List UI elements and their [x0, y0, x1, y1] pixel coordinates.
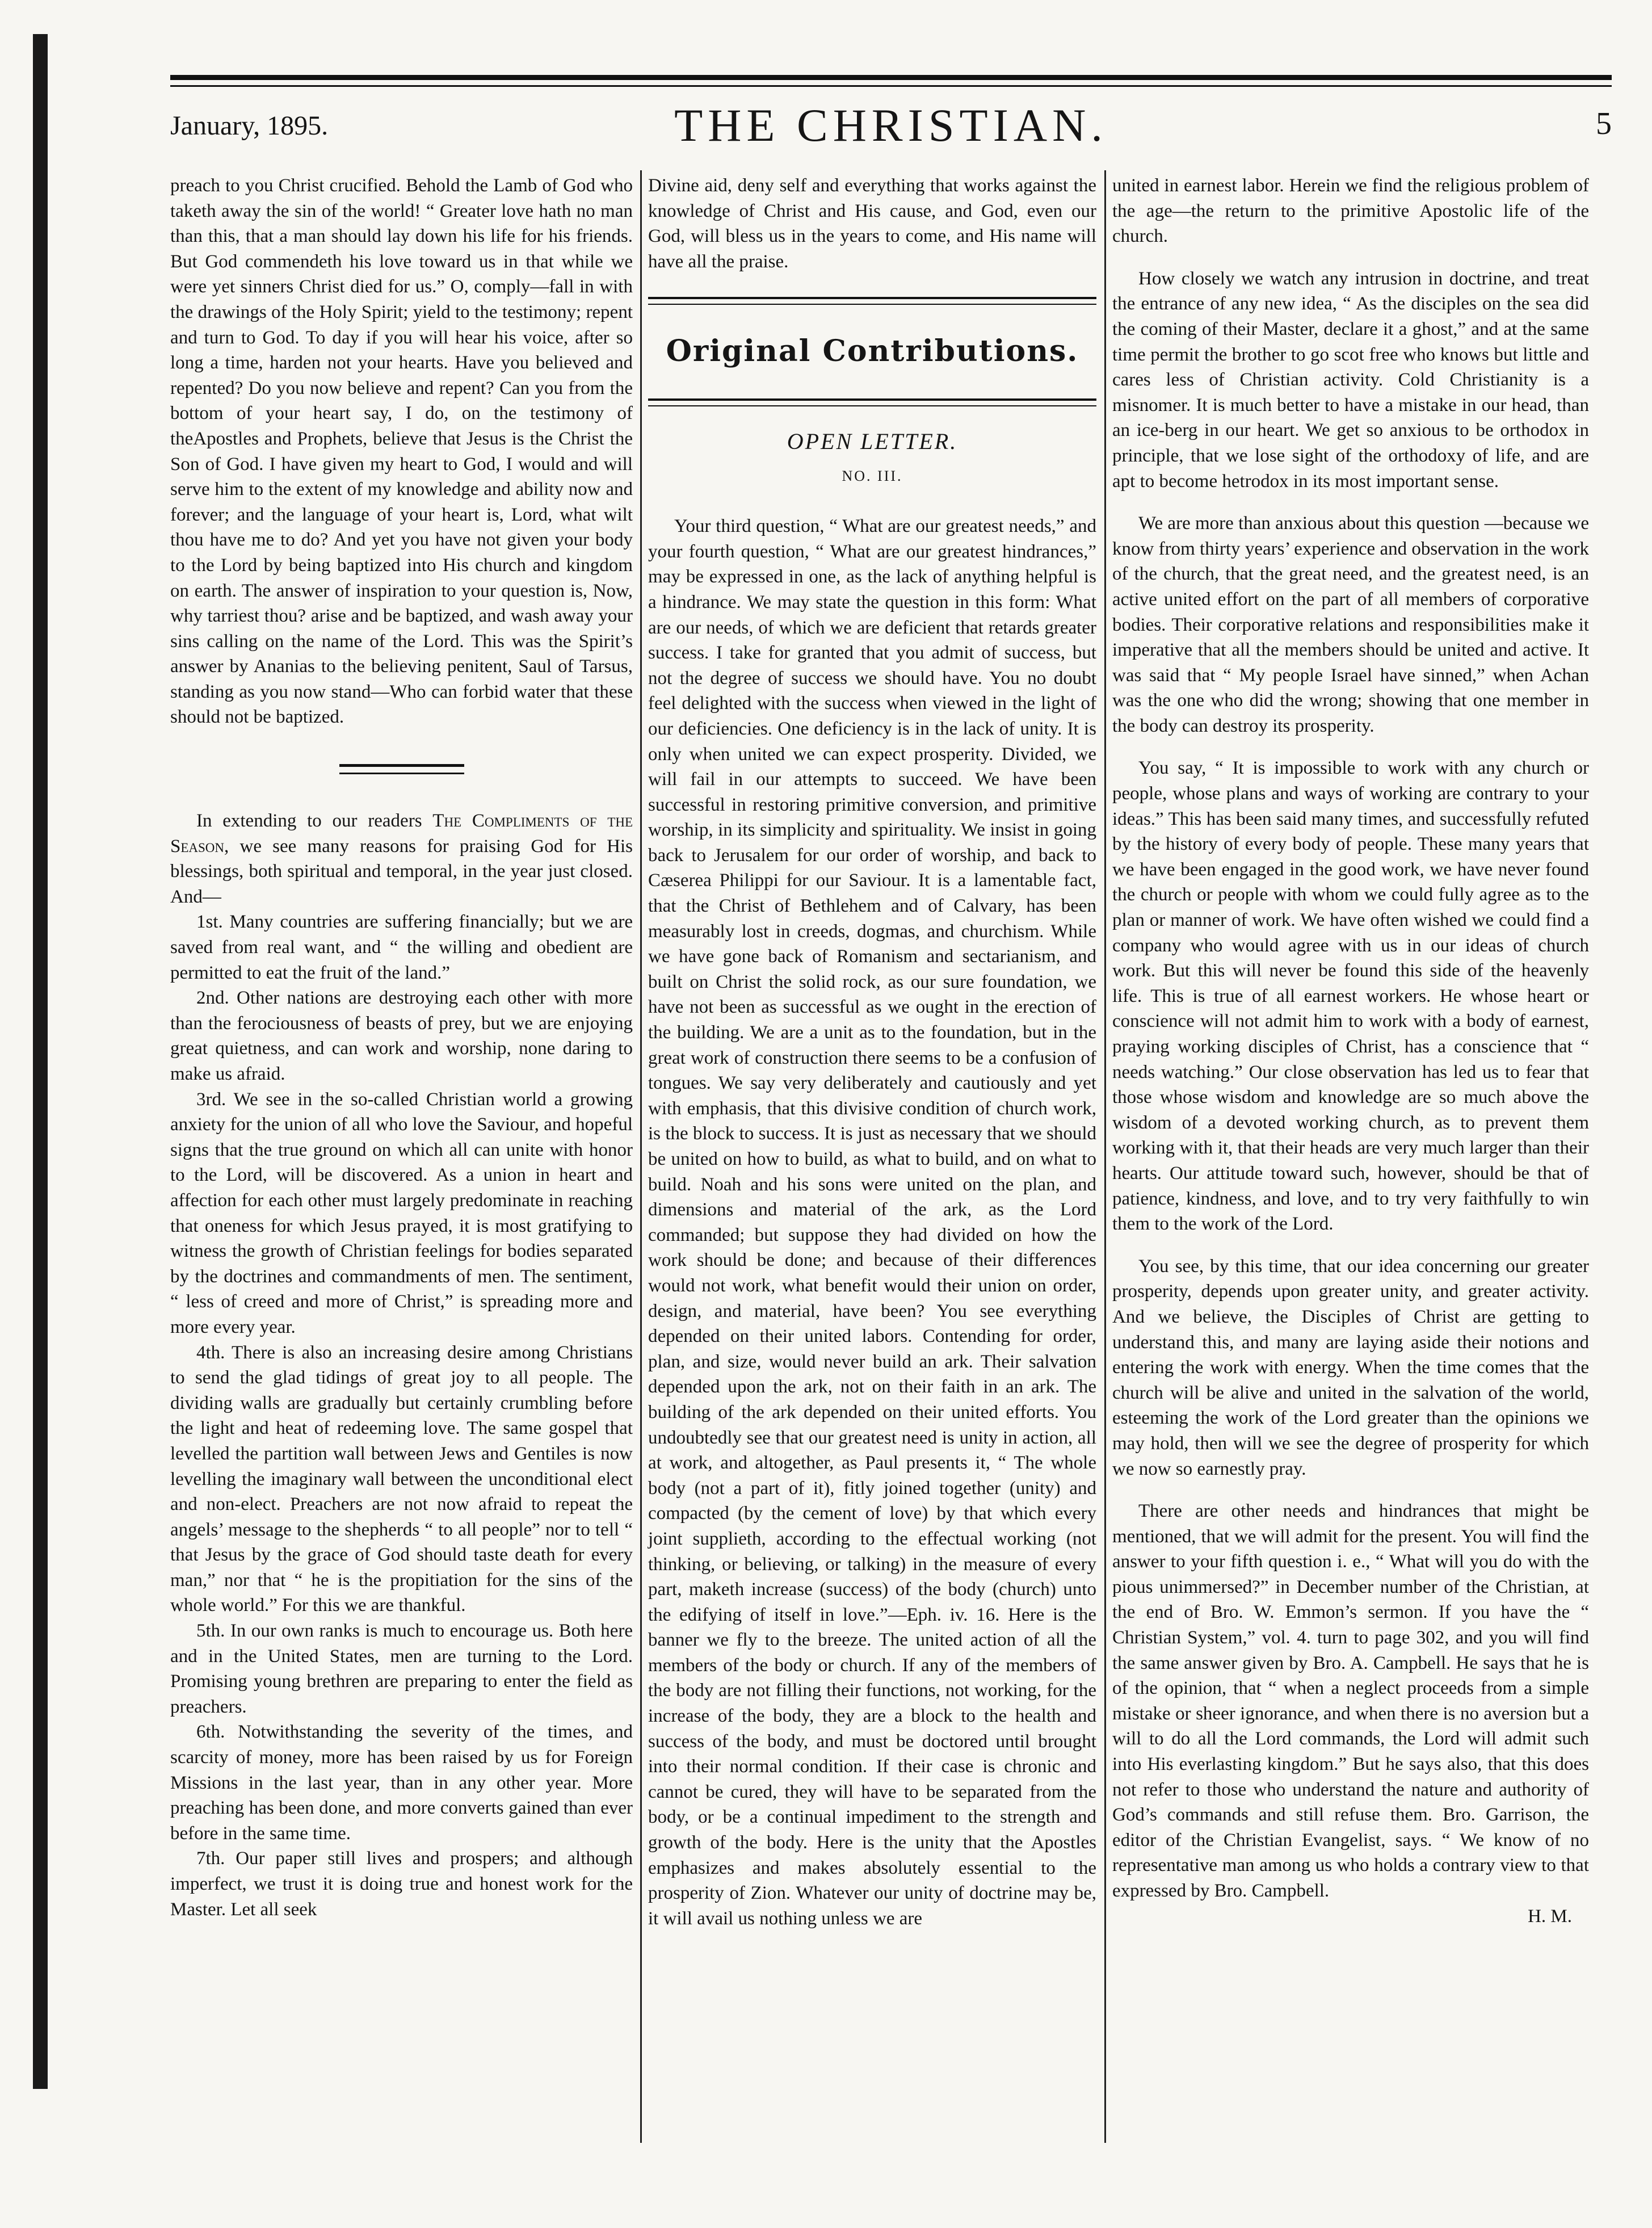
season-item-6: 6th. Notwithstanding the severity of the times, and scarcity of money, more has been raised by us for Foreign Missions in the last year, than in any other year. More preaching has been done, and more converts gained than ever before in the same time. [170, 1722, 633, 1844]
heading-rule-bottom [648, 398, 1096, 406]
column-1 [170, 173, 633, 1922]
author-signature: H. M. [1528, 1906, 1572, 1927]
article-paragraph: You see, by this time, that our idea concerning our greater prosperity, depends upon greater unity, and greater activity. And we believe, the Disciples of Christ are getting to understand this, and many are laying aside their notions and entering the work with energy. When the time comes that the church will be alive and united in the salvation of the world, esteeming the work of the Lord greater than the opinions we may hold, then will we see the degree of prosperity for which we now so earnestly pray. [1112, 1256, 1589, 1479]
season-item-4: 4th. There is also an increasing desire among Christians to send the glad tidings of great joy to all people. The dividing walls are gradually but certainly crumbling before the light and heat of redeeming love. The same gospel that levelled the partition wall between Jews and Gentiles is now levelling the imaginary wall between the unconditional elect and non-elect. Preachers are not now afraid to repeat the angels’ message to the shepherds “ to all people” nor to tell “ that Jesus by the grace of God should taste death for every man,” nor that “ he is the propitiation for the sins of the whole world.” For this we are thankful. [170, 1342, 633, 1616]
newspaper-title: THE CHRISTIAN. [674, 99, 1108, 151]
article-paragraph: united in earnest labor. Herein we find the religious problem of the age—the return to the primitive Apostolic life of the church. [1112, 175, 1589, 247]
binding-edge [33, 34, 48, 2089]
column-2 [648, 173, 1096, 1931]
top-rule-thick [170, 75, 1612, 80]
article-paragraph: Your third question, “ What are our greatest needs,” and your fourth question, “ What are our greatest hindrances,” may be expressed in one, as the lack of anything helpful is a hindrance. We may state the question in this form: What are our needs, of which we are deficient that retards greater success. I take for granted that you admit of success, but not the degree of success we should have. You no doubt feel delighted with the success when viewed in the light of our deficiencies. One deficiency is in the lack of unity. It is only when united we can expect prosperity. Divided, we will fail in our attempts to succeed. We have been successful in restoring primitive conversion, and primitive worship, in its simplicity and spirituality. We insist in going back to Jerusalem for our order of worship, and back to Cæserea Philippi for our Saviour. It is a lamentable fact, that the Christ of Bethlehem and of Calvary, has been measurably lost in creeds, dogmas, and churchism. While we have gone back of Romanism and sectarianism, and built on Christ the solid rock, as our sure foundation, we have not been as successful as we ought in the erection of the building. We are a unit as to the foundation, but in the great work of construction there seems to be a confusion of tongues. We say very deliberately and cautiously and yet with emphasis, that this divisive condition of church work, is the block to success. It is just as necessary that we should be united on how to build, as what to build, and on what to build. Noah and his sons were united on the plan, and dimensions and material of the ark, as the Lord commanded; but suppose they had divided on how the work should be done; and because of their differences would not work, what benefit would their union on order, design, and material, have been? You see everything depended on their united labors. Contending for order, plan, and size, would never build an ark. Their salvation depended upon the ark, not on their faith in an ark. The building of the ark depended on their united efforts. You undoubtedly see that our greatest need is unity in action, all at work, and altogether, as Paul presents it, “ The whole body (not a part of it), fitly joined together (unity) and compacted (by the cement of love) by that which every joint supplieth, according to the effectual working (not thinking, or believing, or talking) in the measure of every part, maketh increase (success) of the body (church) unto the edifying of itself in love.”—Eph. iv. 16. Here is the banner we fly to the breeze. The united action of all the members of the body or church. If any of the members of the body are not filling their functions, not working, for the increase of the body, they are a block to the health and success of the body, and must be doctored until brought into their normal condition. If their case is chronic and cannot be cured, they will have to be separated from the body, or be a continual impediment to the strength and growth of the body. Here is the unity that the Apostles emphasizes and makes absolutely essential to the prosperity of Zion. Whatever our unity of doctrine may be, it will avail us nothing unless we are [648, 516, 1096, 1929]
season-intro [170, 808, 633, 909]
season-intro-caps: The Compliments of the Season [170, 811, 633, 857]
season-intro-lead: In extending to our readers [196, 811, 433, 832]
article-title: OPEN LETTER. [787, 428, 958, 454]
season-item-2: 2nd. Other nations are destroying each other with more than the ferociousness of beasts of prey, but we are enjoying great quietness, and can work and worship, none daring to make us afraid. [170, 988, 633, 1084]
article-number: NO. III. [842, 467, 903, 484]
article-paragraph: There are other needs and hindrances that might be mentioned, that we will admit for the present. You will find the answer to your fifth question i. e., “ What will you do with the pious unimmersed?” in December number of the Christian, at the end of Bro. W. Emmon’s sermon. If you have the “ Christian System,” vol. 4. turn to page 302, and you will find the same answer given by Bro. A. Campbell. He says that he is of the opinion, that “ when a neglect proceeds from a simple mistake or sheer ignorance, and when there is no aversion but a will to do all the Lord commands, the Lord will admit such into His everlasting kingdom.” But he says also, that this does not refer to those who understand the nature and authority of God’s commands and still refuse them. Bro. Garrison, the editor of the Christian Evangelist, says. “ We know of no representative man among us who holds a contrary view to that expressed by Bro. Campbell. [1112, 1501, 1589, 1901]
department-heading: Original Contributions. [666, 334, 1079, 369]
season-item-3: 3rd. We see in the so-called Christian world a growing anxiety for the union of all who love the Saviour, and hopeful signs that the true ground on which all can unite with honor to the Lord, will be discovered. As a union in heart and affection for each other must largely predominate in reaching that oneness for which Jesus prayed, it is most gratifying to witness the growth of Christian feelings for bodies separated by the doctrines and commandments of men. The sentiment, “ less of creed and more of Christ,” is spreading more and more every year. [170, 1089, 633, 1337]
season-item-1: 1st. Many countries are suffering financially; but we are saved from real want, and “ the willing and obedient are permitted to eat the fruit of the land.” [170, 912, 633, 983]
season-continuation: Divine aid, deny self and everything that works against the knowledge of Christ and His cause, and God, even our God, will bless us in the years to come, and His name will have all the praise. [648, 175, 1096, 272]
column-divider-1 [640, 170, 642, 2143]
page-number: 5 [1596, 106, 1612, 141]
season-item-7: 7th. Our paper still lives and prospers; and although imperfect, we trust it is doing true and honest work for the Master. Let all seek [170, 1848, 633, 1920]
season-item-5: 5th. In our own ranks is much to encourage us. Both here and in the United States, men are turning to the Lord. Promising young brethren are preparing to enter the field as preachers. [170, 1621, 633, 1717]
issue-date: January, 1895. [170, 111, 329, 141]
section-separator [339, 764, 464, 774]
page-header [170, 96, 1612, 159]
sermon-continuation: preach to you Christ crucified. Behold the Lamb of God who taketh away the sin of the world! “ Greater love hath no man than this, that a man should lay down his life for his friends. But God commendeth his love toward us in that while we were yet sinners Christ died for us.” O, comply—fall in with the drawings of the Holy Spirit; yield to the testimony; repent and turn to God. To day if you will hear his voice, after so long a time, harden not your hearts. Have you believed and repented? Do you now believe and repent? Can you from the bottom of your heart say, I do, on the testimony of theApostles and Prophets, believe that Jesus is the Christ the Son of God. I have given my heart to God, I would and will serve him to the extent of my knowledge and ability now and forever; and the language of your heart is, Lord, what wilt thou have me to do? And yet you have not given your body to the Lord by being baptized into His church and kingdom on earth. The answer of inspiration to your question is, Now, why tarriest thou? arise and be baptized, and wash away your sins calling on the name of the Lord. This was the Spirit’s answer by Ananias to the believing penitent, Saul of Tarsus, standing as you now stand—Who can forbid water that these should not be baptized. [170, 175, 633, 728]
season-intro-tail: , we see many reasons for praising God for His blessings, both spiritual and temporal, in the year just closed. And— [170, 836, 633, 907]
article-paragraph: How closely we watch any intrusion in doctrine, and treat the entrance of any new idea, “ As the disciples on the sea did the coming of their Master, declare it a ghost,” and at the same time permit the brother to go scot free who knows but little and cares less of Christian activity. Cold Christianity is a misnomer. It is much better to have a mistake in our head, than an ice-berg in our heart. We get so anxious to be orthodox in principle, that we lose sight of the orthodoxy of life, and are apt to become hetrodox in its most important sense. [1112, 268, 1589, 492]
top-rule-thin [170, 85, 1612, 87]
heading-rule-top [648, 297, 1096, 305]
article-paragraph: We are more than anxious about this question —because we know from thirty years’ experience and observation in the work of the church, that the great need, and the greatest need, is an active united effort on the part of all members of corporative bodies. Their corporative relations and responsibilities make it imperative that all the members should be united and active. It was said that “ My people Israel have sinned,” when Achan was the one who did the wrong; showing that one member in the body can destroy its prosperity. [1112, 513, 1589, 736]
column-3 [1112, 173, 1589, 1929]
article-paragraph: You say, “ It is impossible to work with any church or people, whose plans and ways of working are contrary to your ideas.” This has been said many times, and successfully refuted by the history of every body of people. These many years that we have been engaged in the good work, we have never found the church or people with whom we could fully agree as to the plan or manner of work. We have often wished we could find a company who would agree with us in our ideas of church work. But this will never be found this side of the heavenly life. This is true of all earnest workers. He whose heart or conscience will not admit him to work with a body of earnest, praying working disciples of Christ, has a conscience that “ needs watching.” Our close observation has led us to fear that those whose wisdom and knowledge are so much above the wisdom of a devoted working church, as to prevent them working with it, that their heads are very much larger than their hearts. Our attitude toward such, however, should be that of patience, kindness, and love, and to try very faithfully to win them to the work of the Lord. [1112, 758, 1589, 1235]
column-divider-2 [1104, 170, 1106, 2143]
